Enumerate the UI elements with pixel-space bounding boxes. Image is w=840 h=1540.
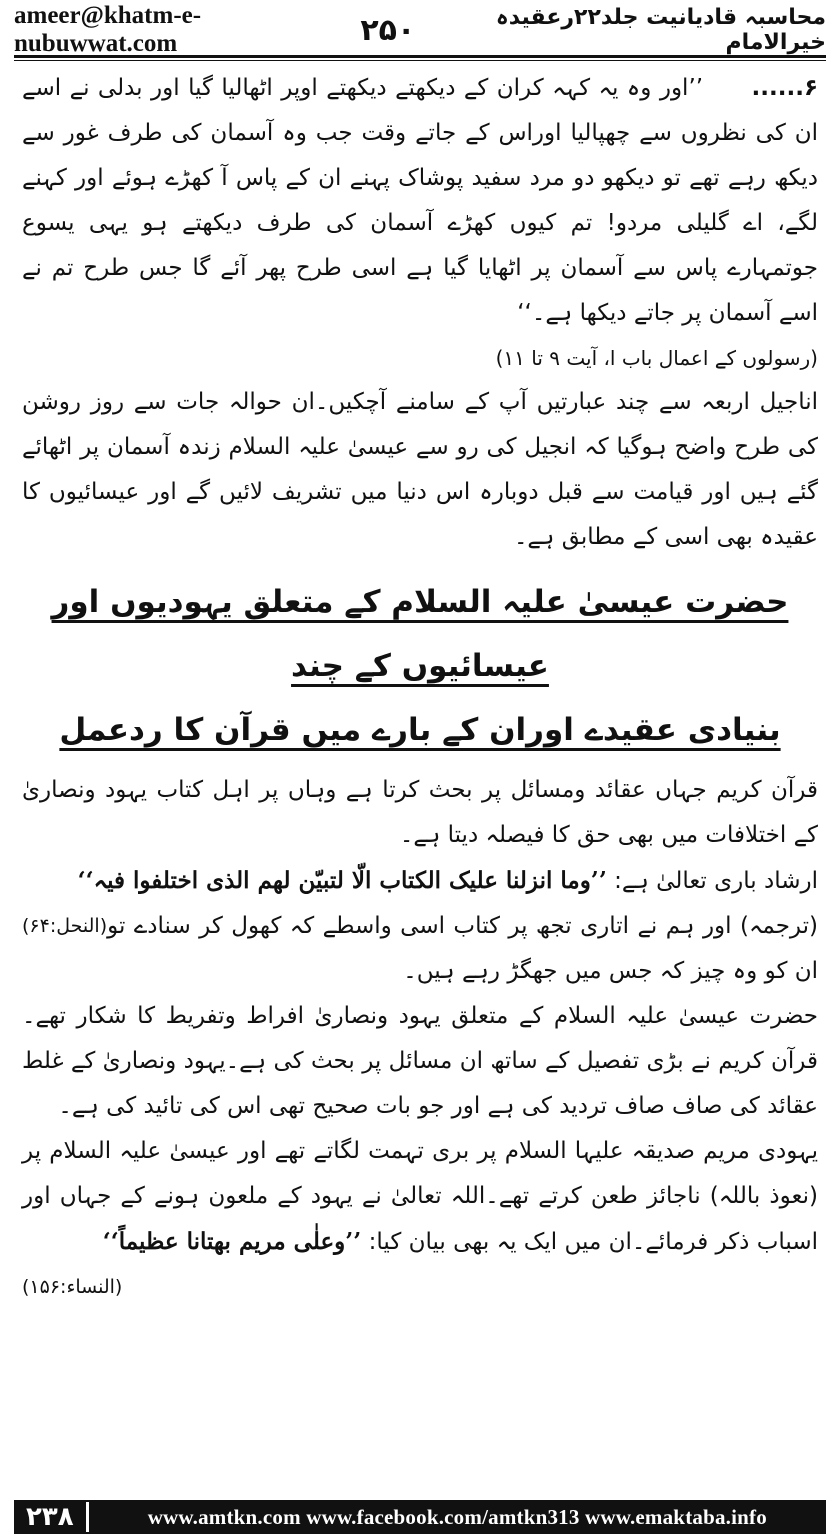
heading-line-2: بنیادی عقیدے اوران کے بارے میں قرآن کا ردعمل [59,712,781,748]
header-rule-thick [14,55,826,58]
paragraph-gospels: اناجیل اربعہ سے چند عبارتیں آپ کے سامنے آچکیں۔ان حوالہ جات سے روز روشن کی طرح واضح ہوگیا کہ انجیل کی رو سے عیسیٰ علیہ السلام زندہ آسمان پر اٹھائے گئے ہیں اور قیامت سے قبل دوبارہ اس دنیا میں تشریف لائیں گے اور عیسائیوں کا عقیدہ بھی اسی کے مطابق ہے۔ [22,389,818,550]
footer-links: www.amtkn.com www.facebook.com/amtkn313 www.emaktaba.info [147,1504,767,1529]
item-number: ۶...... [751,75,818,101]
header-book-title: محاسبہ قادیانیت جلد۲۲رعقیدہ خیرالامام [495,5,826,55]
paragraph-quran-judgement: قرآن کریم جہاں عقائد ومسائل پر بحث کرتا ہے وہاں پر اہل کتاب یہود ونصاریٰ کے اختلافات میں بھی حق کا فیصلہ دیتا ہے۔ [22,777,818,848]
paragraph-accusation [22,1129,818,1298]
header-page-number: ۲۵۰ [360,12,416,48]
verse-reference: (النحل:۶۴) [22,915,108,937]
verse-intro: ارشاد باری تعالیٰ ہے: [614,868,818,894]
paragraph-verse [22,858,818,937]
accusation-reference: (النساء:۱۵۶) [22,1276,123,1298]
quote-reference: (رسولوں کے اعمال باب ا، آیت ۹ تا ۱۱) [495,346,818,370]
header-rule-thin [14,60,826,61]
section-heading [22,570,818,762]
accusation-arabic: ’’وعلٰی مریم بھتانا عظیماً‘‘ [102,1228,362,1255]
accusation-text: یہودی مریم صدیقہ علیہا السلام پر بری تہمت لگاتے تھے اور عیسیٰ علیہ السلام پر (نعوذ باللہ) ناجائز طعن کرتے تھے۔اللہ تعالیٰ نے یہود کے ملعون ہونے کے جہاں اور اسباب ذکر فرمائے۔ان میں ایک یہ بھی بیان کیا: [22,1138,818,1255]
verse-arabic: ’’وما انزلنا علیک الکتاب الّا لتبیّن لھم الذی اختلفوا فیہ‘‘ [77,867,607,894]
footer-page-number: ۲۳۸ [14,1502,89,1532]
page-header [14,2,826,57]
paragraph-excess: حضرت عیسیٰ علیہ السلام کے متعلق یہود ونصاریٰ افراط وتفریط کا شکار تھے۔قرآن کریم نے بڑی تفصیل کے ساتھ ان مسائل پر بحث کی ہے۔یہود ونصاریٰ کے غلط عقائد کی صاف صاف تردید کی ہے اور جو بات صحیح تھی اس کی تائید کی ہے۔ [22,1003,818,1119]
paragraph-translation: (ترجمہ) اور ہم نے اتاری تجھ پر کتاب اسی واسطے کہ کھول کر سنادے تو ان کو وہ چیز کہ جس میں جھگڑ رہے ہیں۔ [107,913,818,984]
header-email: ameer@khatm-e-nubuwwat.com [14,2,202,57]
page-content [22,66,818,1310]
quote-text: ’’اور وہ یہ کہہ کران کے دیکھتے دیکھتے اوپر اٹھالیا گیا اور بدلی نے اسے ان کی نظروں سے چھپالیا اوراس کے جاتے وقت جب وہ آسمان کی طرف غور سے دیکھ رہے تھے تو دیکھو دو مرد سفید پوشاک پہنے ان کے پاس آ کھڑے ہوئے اور کہنے لگے، اے گلیلی مردو! تم کیوں کھڑے آسمان کی طرف دیکھتے ہو یہی یسوع جوتمہارے پاس سے آسمان پر اٹھایا گیا ہے اسی طرح پھر آئے گا جس طرح تم نے اسے آسمان پر جاتے دیکھا ہے۔‘‘ [22,75,818,326]
quote-paragraph [22,66,818,336]
page-footer [14,1500,826,1534]
heading-line-1: حضرت عیسیٰ علیہ السلام کے متعلق یہودیوں اور عیسائیوں کے چند [51,584,789,684]
